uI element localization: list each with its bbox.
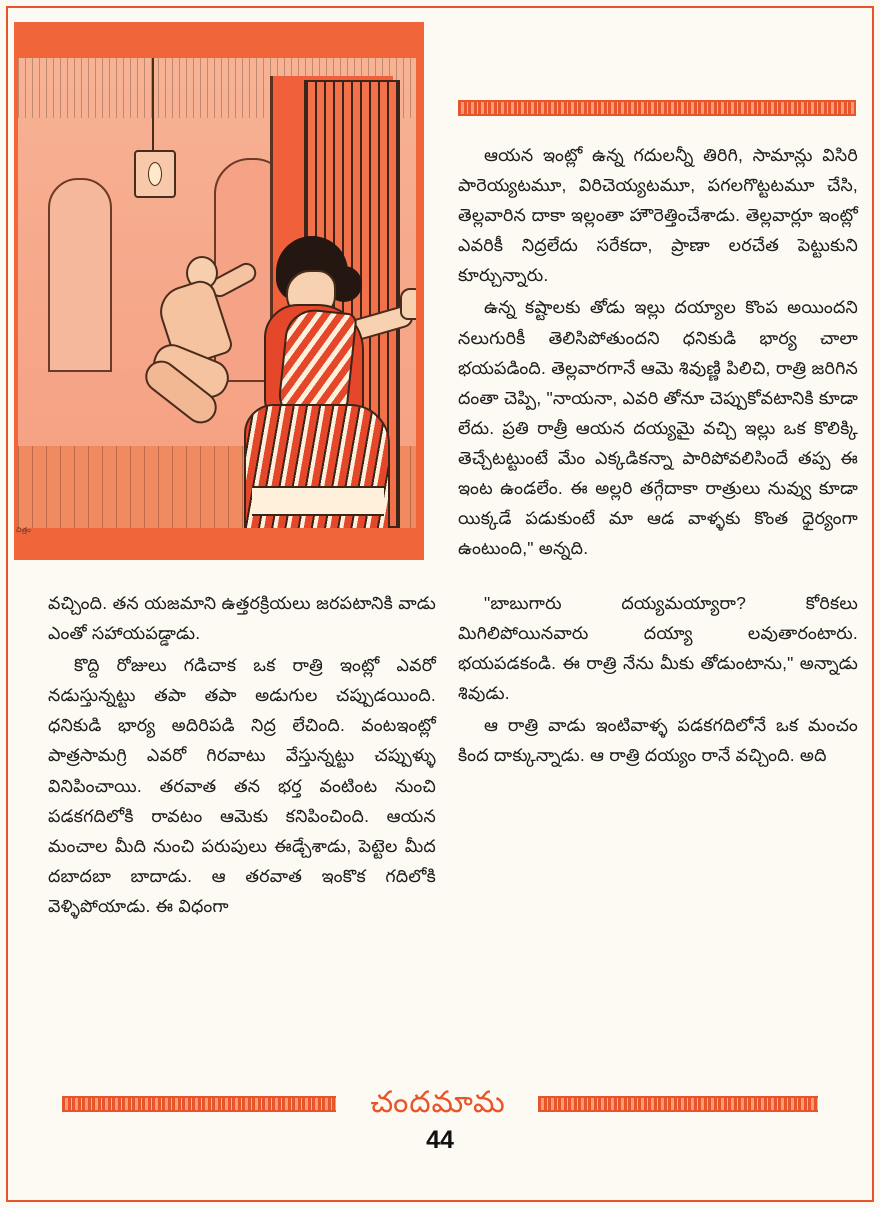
woman-sari-border bbox=[252, 486, 384, 516]
paragraph: ఆయన ఇంట్లో ఉన్న గదులన్నీ తిరిగి, సామాన్లు విసిరి పారెయ్యటమూ, విరిచెయ్యటమూ, పగలగొట్టటమూ చేసి, తెల్లవారిన దాకా ఇల్లంతా హౌరెత్తించేశాడు. తెల్లవార్లూ ఇంట్లో ఎవరికీ నిద్రలేదు సరేకదా, ప్రాణా లరచేత పెట్టుకుని కూర్చున్నారు. bbox=[458, 145, 858, 286]
woman-hand bbox=[400, 288, 416, 320]
paragraph: కొద్ది రోజులు గడిచాక ఒక రాత్రి ఇంట్లో ఎవరో నడుస్తున్నట్టు తపా తపా అడుగుల చప్పుడయింది. ధనికుడి భార్య అదిరిపడి నిద్ర లేచింది. వంటఇంట్లో పాత్రసామగ్రి ఎవరో గిరవాటు వేస్తున్నట్టు చప్పుళ్ళు వినిపించాయి. తరవాత తన భర్త వంటింట నుంచి పడకగదిలోకి రావటం ఆమెకు కనిపించింది. ఆయన మంచాల మీది నుంచి పరుపులు ఈడ్చేశాడు, పెట్టెల మీద దబాదబా బాదాడు. ఆ తరవాత ఇంకొక గదిలోకి వెళ్ళిపోయాడు. ఈ విధంగా bbox=[48, 655, 436, 916]
wall-arch-left bbox=[48, 178, 112, 372]
paragraph: ఆ రాత్రి వాడు ఇంటివాళ్ళ పడకగదిలోనే ఒక మంచం కింద దాక్కున్నాడు. ఆ రాత్రి దయ్యం రానే వచ్చింది. అది bbox=[458, 715, 858, 766]
illustration-caption: చిత్రం bbox=[16, 527, 32, 534]
illustration-scene bbox=[18, 58, 416, 528]
hanging-lamp-icon bbox=[134, 150, 176, 198]
ornament-rule-bottom-left bbox=[62, 1096, 336, 1112]
ornament-rule-top bbox=[458, 100, 856, 116]
text-column-right-top bbox=[458, 140, 858, 565]
page-number: 44 bbox=[426, 1126, 454, 1154]
text-column-left-bottom bbox=[48, 588, 436, 923]
illustration bbox=[14, 22, 424, 560]
ornament-rule-bottom-right bbox=[538, 1096, 818, 1112]
lamp-chain bbox=[152, 58, 154, 154]
paragraph: వచ్చింది. తన యజమాని ఉత్తరక్రియలు జరపటానికి వాడు ఎంతో సహాయపడ్డాడు. bbox=[48, 593, 436, 644]
paragraph: ఉన్న కష్టాలకు తోడు ఇల్లు దయ్యాల కొంప అయిందని నలుగురికీ తెలిసిపోతుందని ధనికుడి భార్య చాలా భయపడింది. తెల్లవారగానే ఆమె శివుణ్ణి పిలిచి, రాత్రి జరిగిన దంతా చెప్పి, "నాయనా, ఎవరి తోనూ చెప్పుకోవటానికి కూడా లేదు. ప్రతి రాత్రీ ఆయన దయ్యమై వచ్చి ఇల్లు ఒక కొలిక్కి తెచ్చేటట్టుంటే మేం ఎక్కడికన్నా పారిపోవలిసిందే తప్ప ఈ ఇంట ఉండలేం. ఈ అల్లరి తగ్గేదాకా రాత్రులు నువ్వు కూడా యిక్కడే పడుకుంటే మా ఆడ వాళ్ళకు కొంత ధైర్యంగా ఉంటుంది," అన్నది. bbox=[458, 297, 858, 559]
paragraph: "బాబుగారు దయ్యమయ్యారా? కోరికలు మిగిలిపోయినవారు దయ్యా లవుతారంటారు. భయపడకండి. ఈ రాత్రి నేను మీకు తోడుంటాను," అన్నాడు శివుడు. bbox=[458, 593, 858, 704]
masthead-title: చందమామ bbox=[370, 1086, 506, 1119]
woman-figure bbox=[230, 236, 410, 528]
text-column-right-bottom bbox=[458, 588, 858, 773]
